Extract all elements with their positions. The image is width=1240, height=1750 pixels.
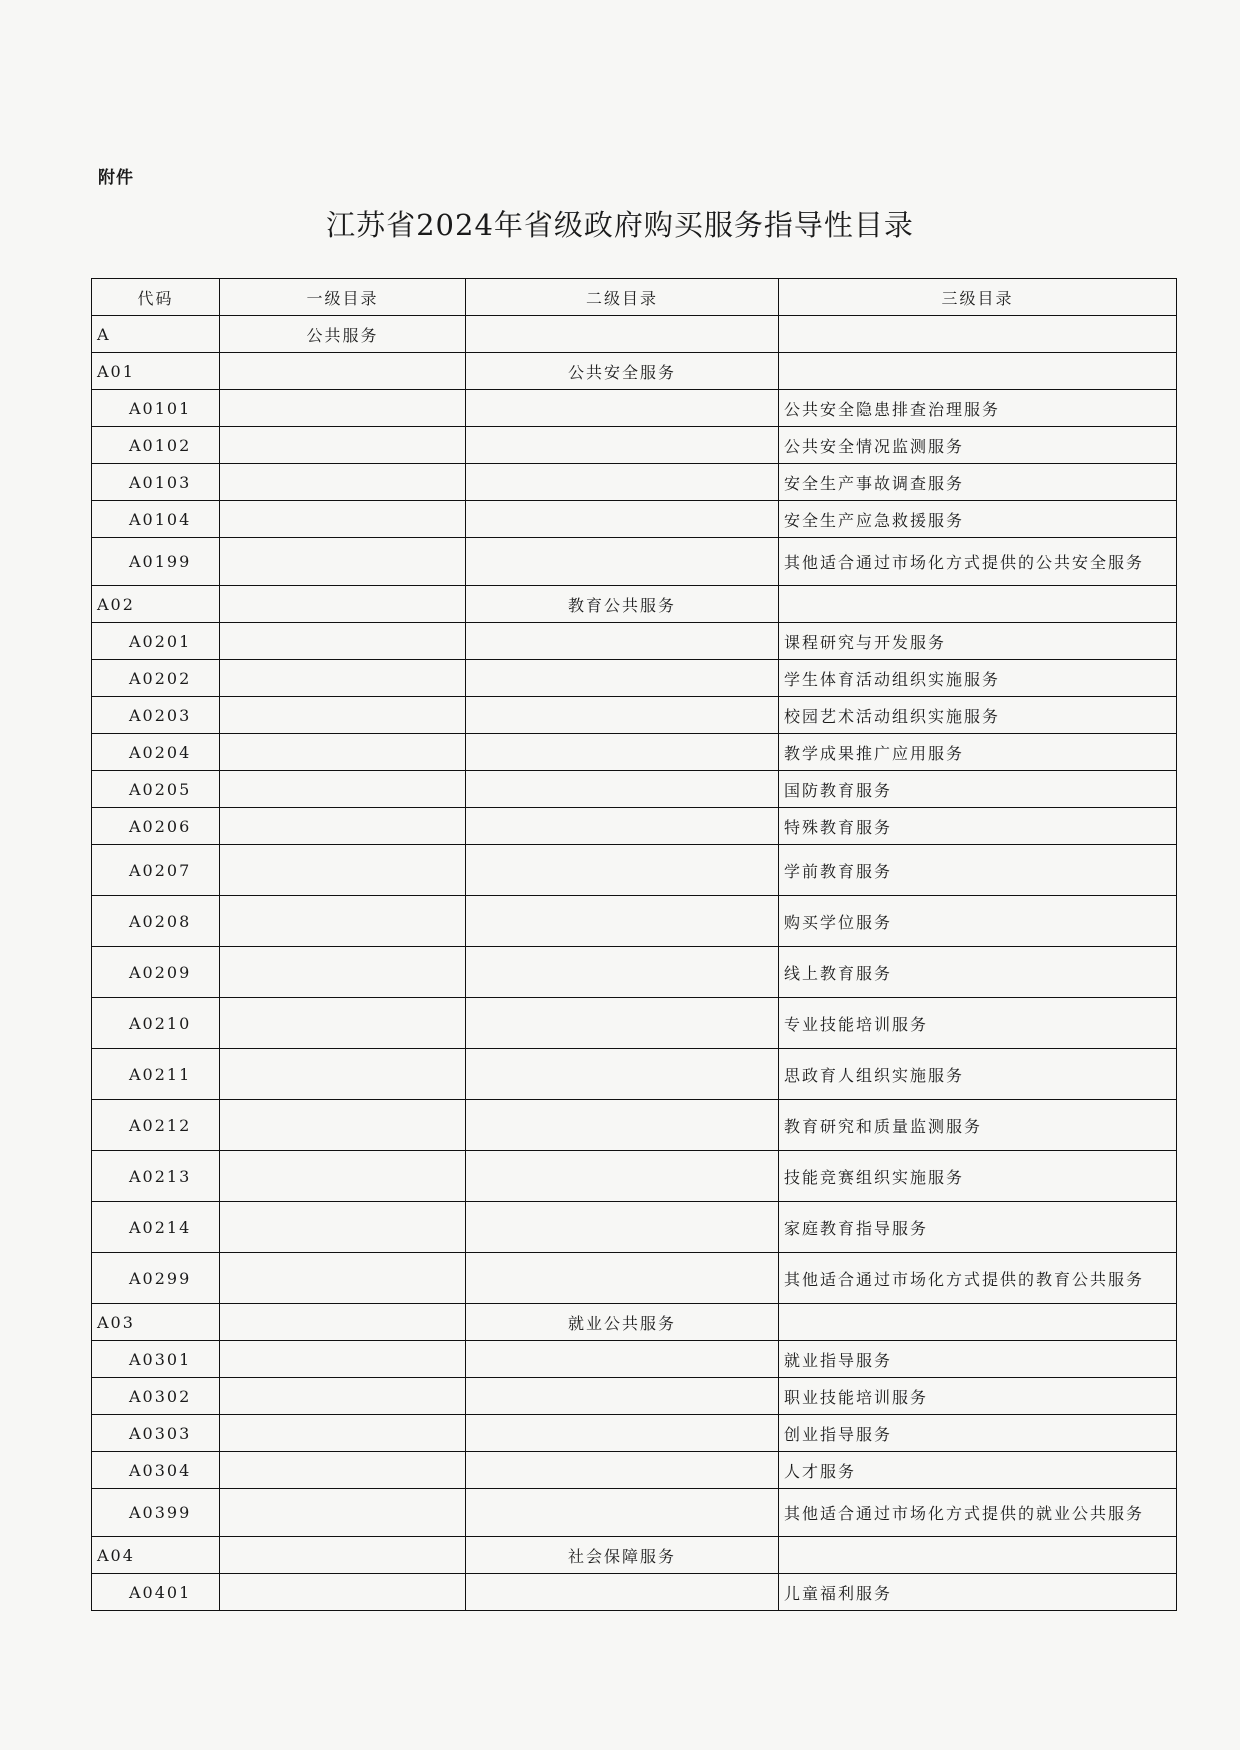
cell-level3: 其他适合通过市场化方式提供的公共安全服务 — [779, 538, 1177, 586]
cell-code: A — [92, 316, 220, 353]
cell-level1 — [220, 1415, 466, 1452]
cell-level1 — [220, 1049, 466, 1100]
table-row — [92, 1100, 1177, 1151]
cell-code: A0210 — [92, 998, 220, 1049]
table-header-row — [92, 279, 1177, 316]
cell-code: A0304 — [92, 1452, 220, 1489]
cell-level3: 线上教育服务 — [779, 947, 1177, 998]
cell-code: A01 — [92, 353, 220, 390]
table-row — [92, 1489, 1177, 1537]
cell-level1 — [220, 1151, 466, 1202]
cell-level3: 专业技能培训服务 — [779, 998, 1177, 1049]
header-level2: 二级目录 — [466, 279, 779, 316]
table-row — [92, 808, 1177, 845]
table-row — [92, 538, 1177, 586]
cell-level1 — [220, 947, 466, 998]
table-row — [92, 1574, 1177, 1611]
cell-level3: 技能竞赛组织实施服务 — [779, 1151, 1177, 1202]
cell-level2 — [466, 390, 779, 427]
cell-level2 — [466, 427, 779, 464]
cell-level1 — [220, 353, 466, 390]
cell-level1 — [220, 1537, 466, 1574]
cell-level2 — [466, 808, 779, 845]
table-row — [92, 697, 1177, 734]
cell-level3: 安全生产应急救援服务 — [779, 501, 1177, 538]
cell-level3: 教学成果推广应用服务 — [779, 734, 1177, 771]
cell-level1 — [220, 896, 466, 947]
cell-level1 — [220, 998, 466, 1049]
cell-level3: 学生体育活动组织实施服务 — [779, 660, 1177, 697]
cell-level2 — [466, 1489, 779, 1537]
cell-level1 — [220, 1341, 466, 1378]
cell-level3: 购买学位服务 — [779, 896, 1177, 947]
cell-code: A04 — [92, 1537, 220, 1574]
cell-level2 — [466, 1574, 779, 1611]
cell-level2 — [466, 1100, 779, 1151]
cell-code: A0209 — [92, 947, 220, 998]
header-level1: 一级目录 — [220, 279, 466, 316]
cell-level2: 社会保障服务 — [466, 1537, 779, 1574]
cell-level2 — [466, 464, 779, 501]
cell-level2 — [466, 1253, 779, 1304]
cell-level3: 其他适合通过市场化方式提供的就业公共服务 — [779, 1489, 1177, 1537]
cell-level2 — [466, 501, 779, 538]
cell-level3: 人才服务 — [779, 1452, 1177, 1489]
cell-code: A0211 — [92, 1049, 220, 1100]
cell-level3: 家庭教育指导服务 — [779, 1202, 1177, 1253]
table-row — [92, 896, 1177, 947]
header-code: 代码 — [92, 279, 220, 316]
cell-code: A0205 — [92, 771, 220, 808]
cell-level1 — [220, 1378, 466, 1415]
cell-level1 — [220, 808, 466, 845]
cell-level1 — [220, 586, 466, 623]
cell-level3: 儿童福利服务 — [779, 1574, 1177, 1611]
cell-level2 — [466, 623, 779, 660]
catalog-table — [91, 278, 1177, 1611]
cell-level1 — [220, 464, 466, 501]
cell-level1 — [220, 623, 466, 660]
cell-code: A0199 — [92, 538, 220, 586]
cell-level1 — [220, 427, 466, 464]
table-row — [92, 316, 1177, 353]
cell-code: A0207 — [92, 845, 220, 896]
table-row — [92, 734, 1177, 771]
table-row — [92, 1341, 1177, 1378]
table-row — [92, 1151, 1177, 1202]
cell-level2 — [466, 1378, 779, 1415]
cell-code: A0201 — [92, 623, 220, 660]
cell-level3: 教育研究和质量监测服务 — [779, 1100, 1177, 1151]
cell-level3 — [779, 1537, 1177, 1574]
cell-level3 — [779, 316, 1177, 353]
cell-level1 — [220, 771, 466, 808]
cell-level3: 公共安全隐患排查治理服务 — [779, 390, 1177, 427]
table-row — [92, 1202, 1177, 1253]
cell-code: A0213 — [92, 1151, 220, 1202]
cell-code: A0303 — [92, 1415, 220, 1452]
cell-level1 — [220, 697, 466, 734]
cell-level1 — [220, 1304, 466, 1341]
table-row — [92, 427, 1177, 464]
cell-level3: 校园艺术活动组织实施服务 — [779, 697, 1177, 734]
cell-code: A0399 — [92, 1489, 220, 1537]
cell-level3: 国防教育服务 — [779, 771, 1177, 808]
cell-level2 — [466, 1415, 779, 1452]
cell-level3: 公共安全情况监测服务 — [779, 427, 1177, 464]
table-row — [92, 464, 1177, 501]
header-level3: 三级目录 — [779, 279, 1177, 316]
cell-level2: 教育公共服务 — [466, 586, 779, 623]
cell-level3: 职业技能培训服务 — [779, 1378, 1177, 1415]
cell-code: A0101 — [92, 390, 220, 427]
cell-level1: 公共服务 — [220, 316, 466, 353]
cell-level2: 公共安全服务 — [466, 353, 779, 390]
cell-level2 — [466, 1452, 779, 1489]
cell-level2 — [466, 998, 779, 1049]
cell-code: A0203 — [92, 697, 220, 734]
cell-level2 — [466, 1049, 779, 1100]
cell-level1 — [220, 1574, 466, 1611]
cell-code: A0103 — [92, 464, 220, 501]
cell-level3 — [779, 1304, 1177, 1341]
cell-code: A0299 — [92, 1253, 220, 1304]
cell-level1 — [220, 538, 466, 586]
cell-level2 — [466, 538, 779, 586]
cell-level1 — [220, 1452, 466, 1489]
cell-level2 — [466, 845, 779, 896]
cell-code: A0202 — [92, 660, 220, 697]
table-row — [92, 1253, 1177, 1304]
cell-level3: 课程研究与开发服务 — [779, 623, 1177, 660]
cell-level1 — [220, 1202, 466, 1253]
cell-code: A0206 — [92, 808, 220, 845]
cell-code: A0302 — [92, 1378, 220, 1415]
cell-level3: 其他适合通过市场化方式提供的教育公共服务 — [779, 1253, 1177, 1304]
table-row — [92, 1415, 1177, 1452]
table-row — [92, 353, 1177, 390]
cell-level2 — [466, 697, 779, 734]
cell-level3: 学前教育服务 — [779, 845, 1177, 896]
cell-level3 — [779, 353, 1177, 390]
table-row — [92, 1452, 1177, 1489]
cell-code: A02 — [92, 586, 220, 623]
catalog-body — [92, 316, 1177, 1611]
cell-code: A0104 — [92, 501, 220, 538]
table-row — [92, 1049, 1177, 1100]
cell-level1 — [220, 1489, 466, 1537]
table-row — [92, 998, 1177, 1049]
cell-code: A0204 — [92, 734, 220, 771]
table-row — [92, 586, 1177, 623]
cell-level2 — [466, 1341, 779, 1378]
table-row — [92, 947, 1177, 998]
cell-level1 — [220, 734, 466, 771]
cell-level1 — [220, 845, 466, 896]
cell-level3: 特殊教育服务 — [779, 808, 1177, 845]
cell-level2 — [466, 316, 779, 353]
cell-code: A0301 — [92, 1341, 220, 1378]
table-row — [92, 390, 1177, 427]
cell-level3: 安全生产事故调查服务 — [779, 464, 1177, 501]
table-row — [92, 1537, 1177, 1574]
cell-level3 — [779, 586, 1177, 623]
cell-level2 — [466, 734, 779, 771]
cell-code: A03 — [92, 1304, 220, 1341]
cell-code: A0102 — [92, 427, 220, 464]
table-row — [92, 1378, 1177, 1415]
cell-level1 — [220, 660, 466, 697]
table-row — [92, 623, 1177, 660]
cell-code: A0212 — [92, 1100, 220, 1151]
cell-code: A0214 — [92, 1202, 220, 1253]
cell-level3: 思政育人组织实施服务 — [779, 1049, 1177, 1100]
document-title: 江苏省2024年省级政府购买服务指导性目录 — [326, 208, 914, 242]
cell-level2 — [466, 660, 779, 697]
cell-level1 — [220, 1253, 466, 1304]
table-row — [92, 845, 1177, 896]
cell-level1 — [220, 501, 466, 538]
cell-level2: 就业公共服务 — [466, 1304, 779, 1341]
cell-level2 — [466, 1202, 779, 1253]
attachment-label: 附件 — [98, 168, 134, 188]
table-row — [92, 771, 1177, 808]
cell-level2 — [466, 896, 779, 947]
table-row — [92, 1304, 1177, 1341]
cell-level2 — [466, 1151, 779, 1202]
table-row — [92, 660, 1177, 697]
cell-level1 — [220, 1100, 466, 1151]
table-row — [92, 501, 1177, 538]
cell-level3: 创业指导服务 — [779, 1415, 1177, 1452]
cell-level1 — [220, 390, 466, 427]
cell-level2 — [466, 947, 779, 998]
cell-level3: 就业指导服务 — [779, 1341, 1177, 1378]
cell-level2 — [466, 771, 779, 808]
cell-code: A0208 — [92, 896, 220, 947]
cell-code: A0401 — [92, 1574, 220, 1611]
